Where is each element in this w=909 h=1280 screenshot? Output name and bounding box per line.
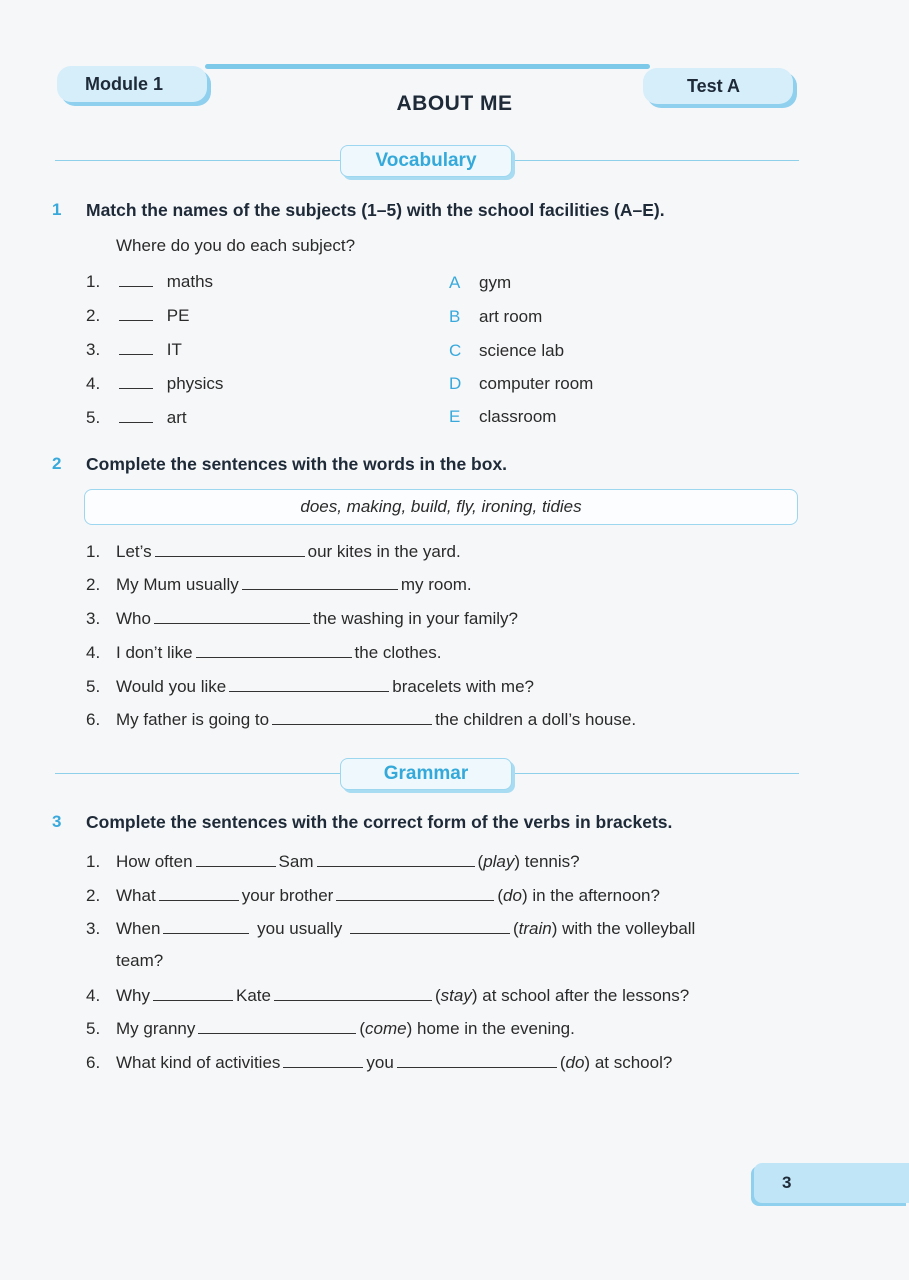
list-item: E classroom <box>449 407 557 426</box>
answer-blank[interactable] <box>350 917 510 934</box>
sentence-item: 2. My Mum usually my room. <box>86 575 472 594</box>
answer-blank[interactable] <box>317 850 475 867</box>
answer-blank[interactable] <box>196 850 276 867</box>
list-item: C science lab <box>449 341 565 360</box>
list-item: 4. physics <box>86 374 224 393</box>
answer-blank[interactable] <box>163 917 249 934</box>
section-rule-left <box>55 773 340 774</box>
answer-blank[interactable] <box>159 884 239 901</box>
header-rule <box>205 64 650 69</box>
page-number-tab <box>754 1163 909 1203</box>
sentence-item: 5. Would you like bracelets with me? <box>86 677 534 696</box>
answer-blank[interactable] <box>336 884 494 901</box>
sentence-item: 6. My father is going to the children a doll’s house. <box>86 710 637 729</box>
sentence-item: 4. I don’t like the clothes. <box>86 643 442 662</box>
answer-blank[interactable] <box>119 338 153 355</box>
answer-blank[interactable] <box>119 406 153 423</box>
answer-blank[interactable] <box>196 641 352 658</box>
sentence-item: 1. Let’s our kites in the yard. <box>86 542 461 561</box>
sentence-item: 6. What kind of activities you (do) at school? <box>86 1053 673 1072</box>
page-number: 3 <box>782 1173 792 1192</box>
list-item: B art room <box>449 307 543 326</box>
answer-blank[interactable] <box>397 1051 557 1068</box>
exercise-instruction: Match the names of the subjects (1–5) with the school facilities (A–E). <box>86 200 665 220</box>
list-item: 2. PE <box>86 306 190 325</box>
exercise-number: 1 <box>52 200 62 219</box>
sentence-item: 2. What your brother (do) in the afternoon? <box>86 886 660 905</box>
answer-blank[interactable] <box>119 372 153 389</box>
answer-blank[interactable] <box>155 540 305 557</box>
section-rule-left <box>55 160 340 161</box>
answer-blank[interactable] <box>119 270 153 287</box>
answer-blank[interactable] <box>274 984 432 1001</box>
module-text: Module 1 <box>85 73 164 94</box>
answer-blank[interactable] <box>119 304 153 321</box>
test-text: Test A <box>687 75 741 96</box>
sentence-item: 1. How often Sam (play) tennis? <box>86 852 580 871</box>
section-vocabulary: Vocabulary <box>340 145 512 177</box>
word-box: does, making, build, fly, ironing, tidies <box>84 489 798 525</box>
list-item: 1. maths <box>86 272 214 291</box>
sentence-item: 5. My granny (come) home in the evening. <box>86 1019 575 1038</box>
sentence-item: 4. Why Kate (stay) at school after the lessons? <box>86 986 690 1005</box>
section-grammar: Grammar <box>340 758 512 790</box>
answer-blank[interactable] <box>272 708 432 725</box>
sentence-continuation: team? <box>116 951 164 970</box>
exercise-subinstruction: Where do you do each subject? <box>116 236 356 255</box>
section-rule-right <box>512 160 799 161</box>
exercise-number: 3 <box>52 812 62 831</box>
exercise-instruction: Complete the sentences with the words in the box. <box>86 454 508 474</box>
sentence-item: 3. Who the washing in your family? <box>86 609 519 628</box>
page-title: ABOUT ME <box>396 92 513 115</box>
answer-blank[interactable] <box>154 607 310 624</box>
exercise-number: 2 <box>52 454 62 473</box>
answer-blank[interactable] <box>242 573 398 590</box>
answer-blank[interactable] <box>198 1017 356 1034</box>
list-item: 3. IT <box>86 340 182 359</box>
list-item: 5. art <box>86 408 187 427</box>
list-item: A gym <box>449 273 512 292</box>
sentence-item: 3. When you usually (train) with the volleyball <box>86 919 696 938</box>
answer-blank[interactable] <box>153 984 233 1001</box>
list-item: D computer room <box>449 374 594 393</box>
exercise-instruction: Complete the sentences with the correct form of the verbs in brackets. <box>86 812 673 832</box>
section-rule-right <box>512 773 799 774</box>
answer-blank[interactable] <box>283 1051 363 1068</box>
answer-blank[interactable] <box>229 675 389 692</box>
